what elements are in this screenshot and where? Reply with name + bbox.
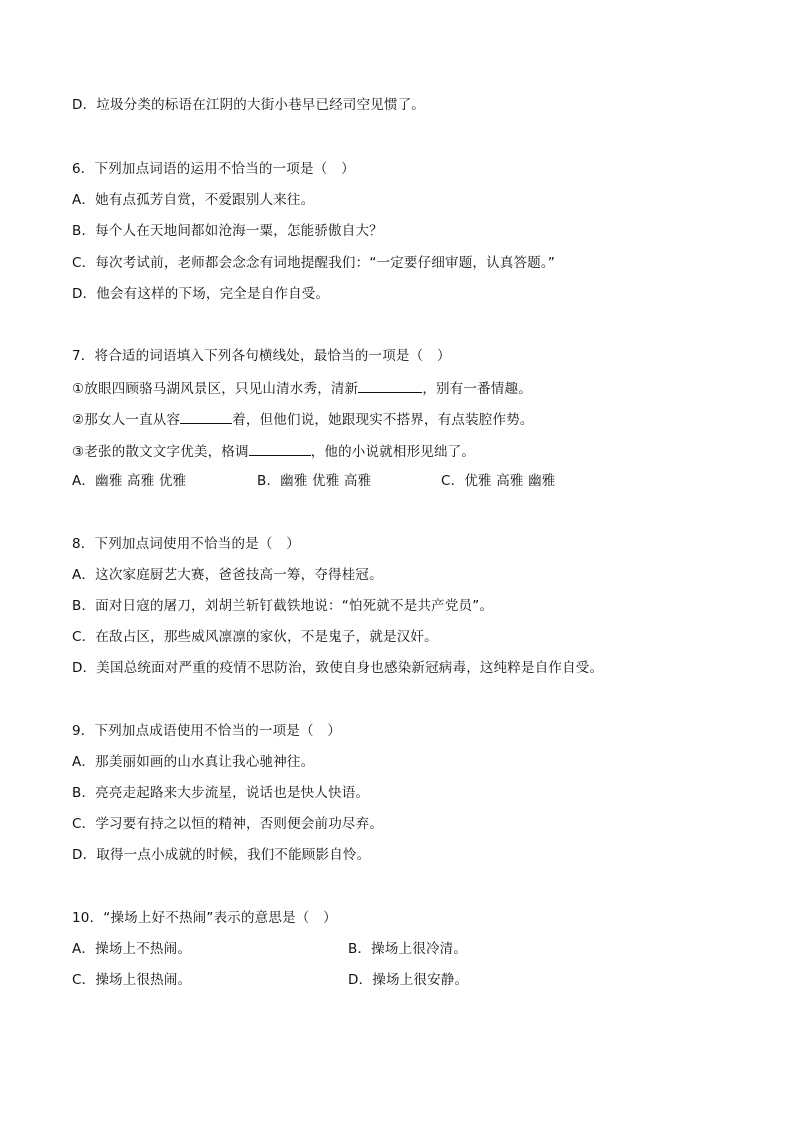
q7-sentence-3 (72, 441, 475, 461)
fill-blank (358, 378, 422, 393)
q10-option-a: A．操场上不热闹。 (72, 941, 192, 957)
q10-option-d: D．操场上很安静。 (348, 972, 469, 988)
q7-s2-part2: 着，但他们说，她跟现实不搭界，有点装腔作势。 (232, 412, 534, 428)
q7-sentence-2 (72, 409, 534, 429)
q8-option-a: A．这次家庭厨艺大赛，爸爸技高一筹，夺得桂冠。 (72, 567, 383, 583)
q8-stem: 8．下列加点词使用不恰当的是（ ） (72, 536, 300, 552)
q6-option-a: A．她有点孤芳自赏，不爱跟别人来往。 (72, 192, 315, 208)
q7-s2-part1: ②那女人一直从容 (72, 412, 181, 428)
q10-stem: 10．“操场上好不热闹”表示的意思是（ ） (72, 910, 337, 926)
q9-option-a: A．那美丽如画的山水真让我心驰神往。 (72, 754, 315, 770)
q9-option-c: C．学习要有持之以恒的精神，否则便会前功尽弃。 (72, 816, 384, 832)
q10-option-c: C．操场上很热闹。 (72, 972, 192, 988)
q6-option-d: D．他会有这样的下场，完全是自作自受。 (72, 286, 330, 302)
q7-stem: 7．将合适的词语填入下列各句横线处，最恰当的一项是（ ） (72, 348, 451, 364)
q6-option-c: C．每次考试前，老师都会念念有词地提醒我们：“一定要仔细审题，认真答题。” (72, 255, 556, 271)
q7-s3-part1: ③老张的散文文字优美，格调 (72, 444, 249, 460)
q5-option-d: D．垃圾分类的标语在江阴的大街小巷早已经司空见惯了。 (72, 97, 426, 113)
q7-s1-part2: ，别有一番情趣。 (422, 381, 532, 397)
q9-option-d: D．取得一点小成就的时候，我们不能顾影自怜。 (72, 847, 371, 863)
fill-blank (249, 441, 311, 456)
q8-option-c: C．在敌占区，那些威风凛凛的家伙，不是鬼子，就是汉奸。 (72, 629, 438, 645)
q7-option-a: A．幽雅 高雅 优雅 (72, 473, 187, 489)
q7-option-c: C．优雅 高雅 幽雅 (441, 473, 556, 489)
q8-option-b: B．面对日寇的屠刀，刘胡兰斩钉截铁地说：“怕死就不是共产党员”。 (72, 598, 494, 614)
q9-option-b: B．亮亮走起路来大步流星，说话也是快人快语。 (72, 785, 370, 801)
q7-s3-part2: ，他的小说就相形见绌了。 (310, 444, 476, 460)
q7-s1-part1: ①放眼四顾骆马湖风景区，只见山清水秀，清新 (72, 381, 359, 397)
fill-blank (180, 409, 232, 424)
q8-option-d: D．美国总统面对严重的疫情不思防治，致使自身也感染新冠病毒，这纯粹是自作自受。 (72, 660, 604, 676)
q6-option-b: B．每个人在天地间都如沧海一粟，怎能骄傲自大？ (72, 223, 383, 239)
q6-stem: 6．下列加点词语的运用不恰当的一项是（ ） (72, 161, 355, 177)
q7-sentence-1 (72, 378, 532, 398)
q7-option-b: B．幽雅 优雅 高雅 (257, 473, 372, 489)
q9-stem: 9．下列加点成语使用不恰当的一项是（ ） (72, 723, 342, 739)
q10-option-b: B．操场上很冷清。 (348, 941, 468, 957)
